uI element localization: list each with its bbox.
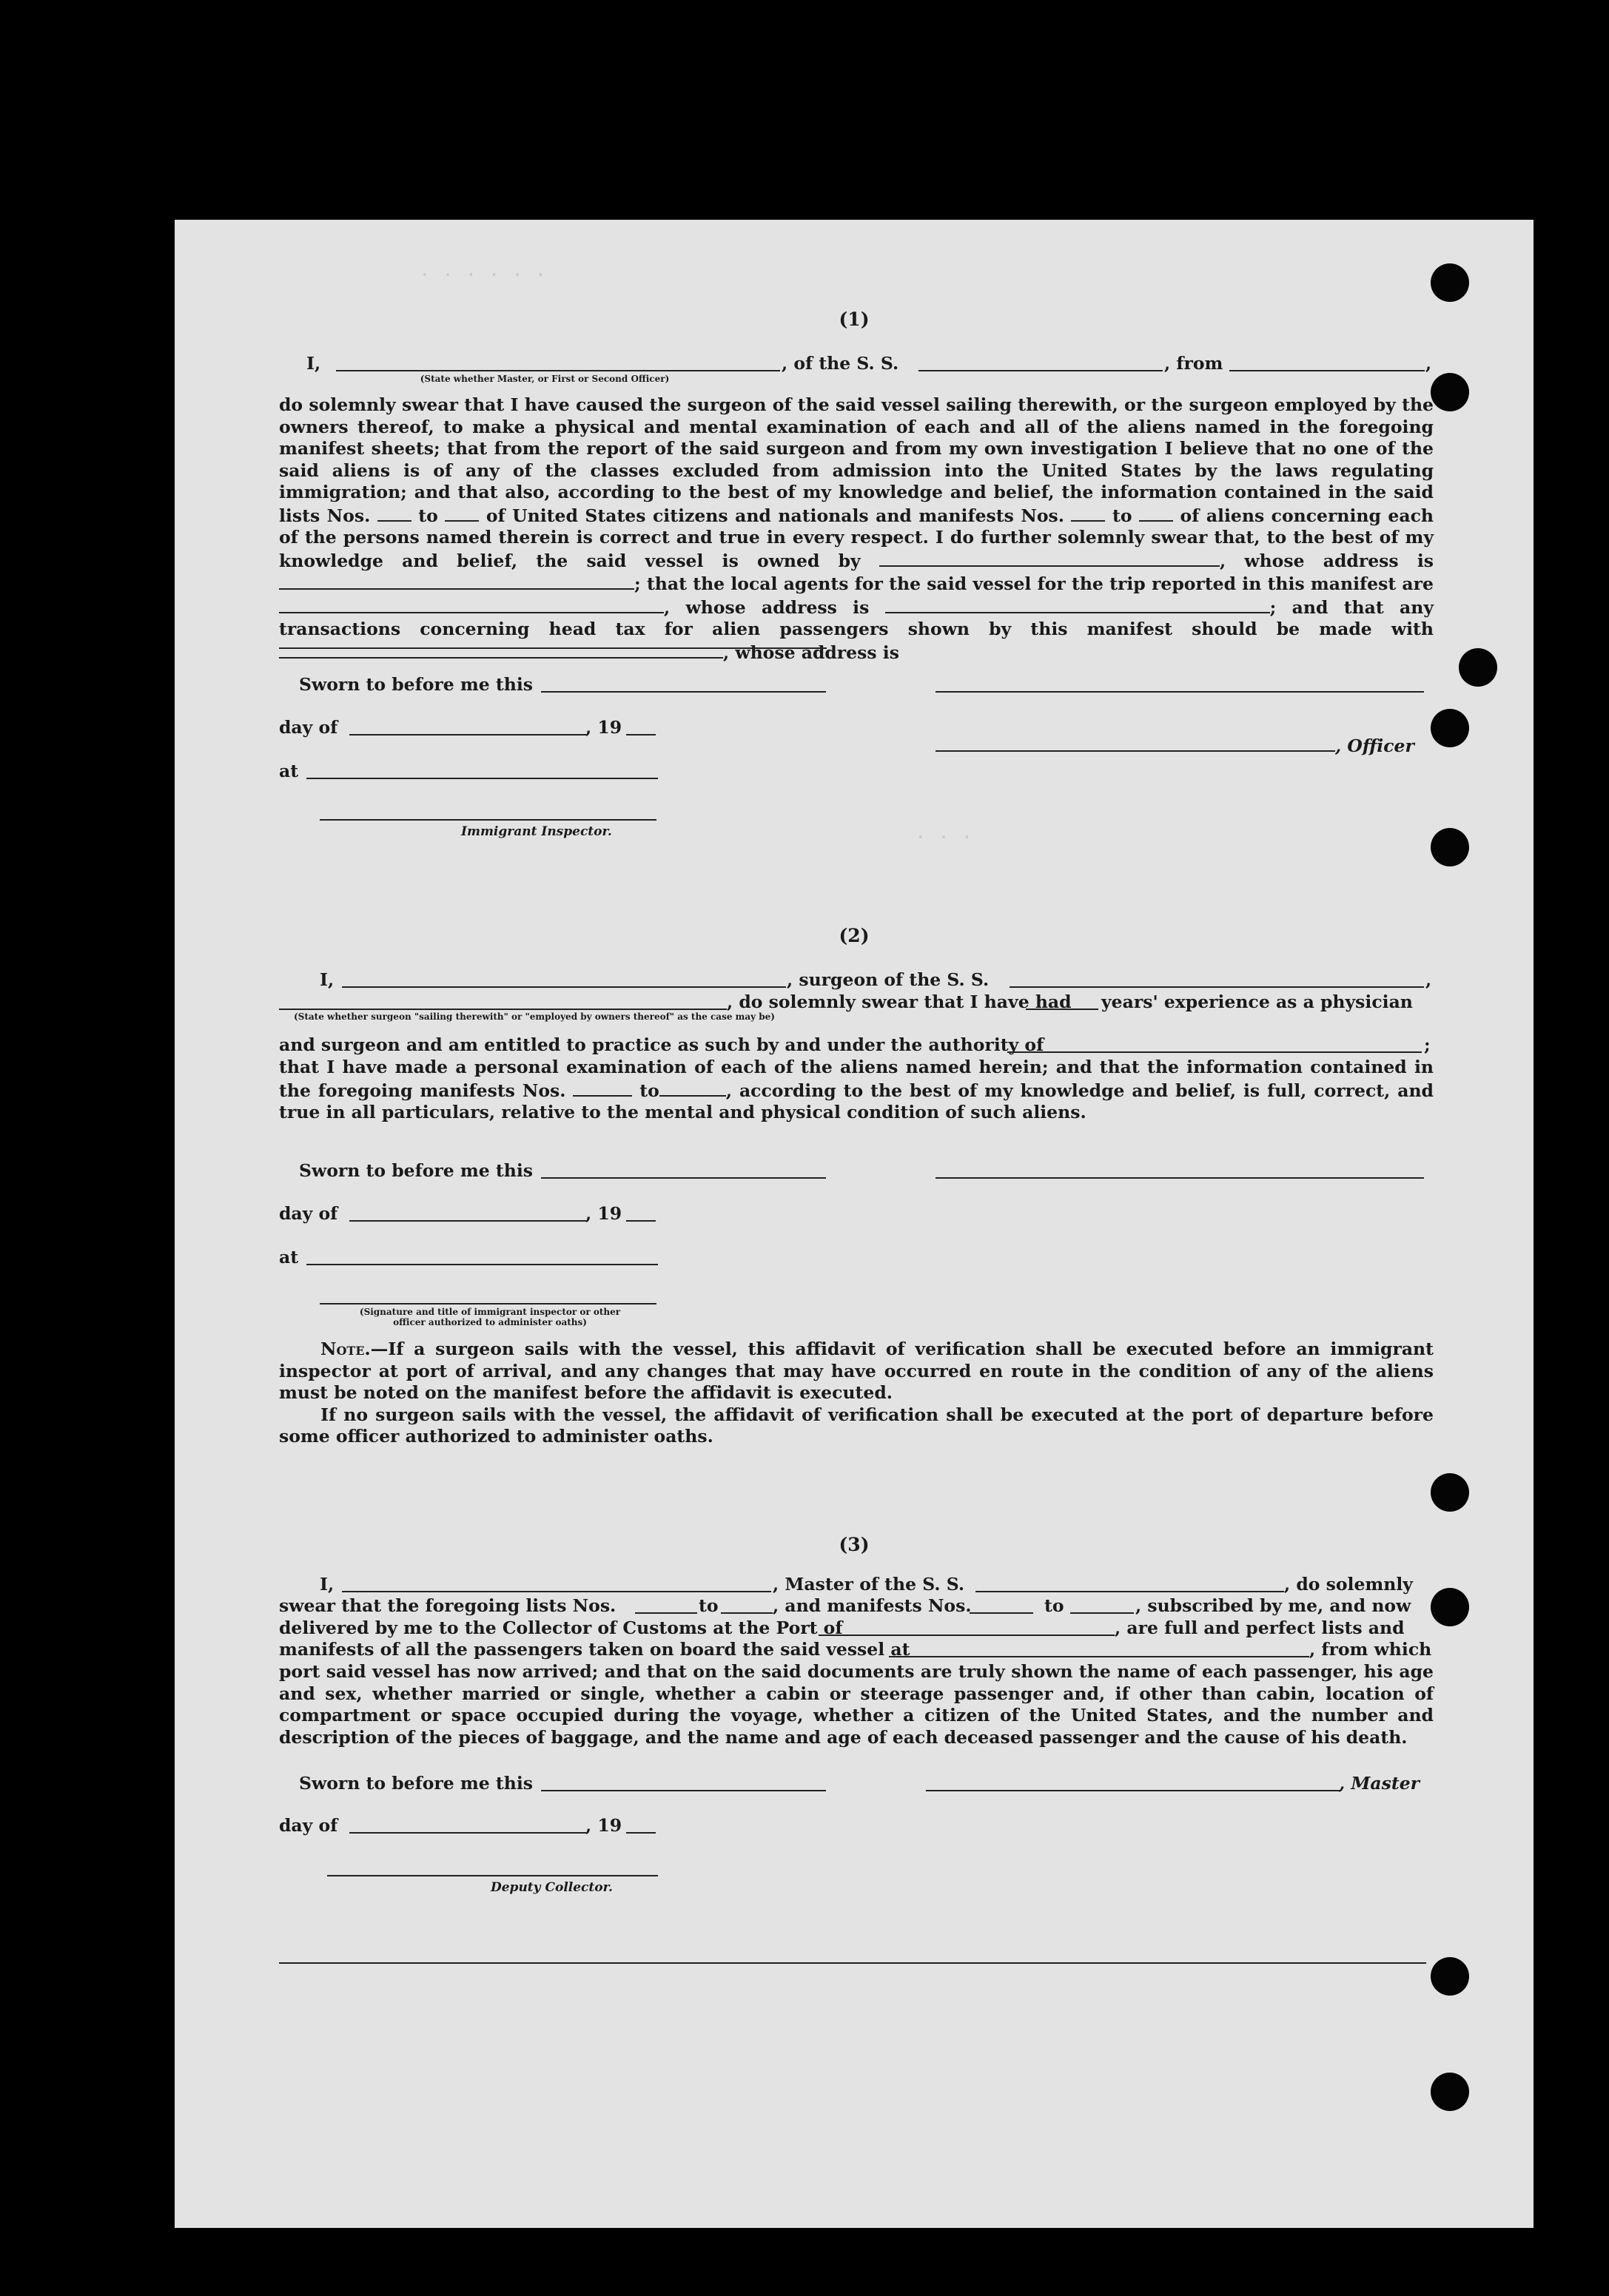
- affidavit-1-at: at: [279, 761, 299, 781]
- surgeon-signature-line[interactable]: [935, 1177, 1424, 1179]
- form-page: [175, 220, 1534, 2228]
- affidavit-3-i: I,: [320, 1574, 335, 1595]
- affidavit-2-solemnly: , do solemnly swear that I have had: [727, 992, 1072, 1012]
- collector-signature-line[interactable]: [327, 1875, 658, 1876]
- owner-address-field[interactable]: [279, 572, 634, 590]
- affidavit-2-number: (2): [839, 925, 870, 946]
- at-field-2[interactable]: [306, 1264, 658, 1265]
- surgeon-manifest-from-field[interactable]: [573, 1079, 632, 1097]
- immigrant-inspector-label: Immigrant Inspector.: [461, 824, 612, 839]
- year-field-2[interactable]: [626, 1220, 656, 1222]
- affidavit-1-year: , 19: [585, 717, 622, 738]
- affidavit-1-body-text: do solemnly swear that I have caused the surgeon of the said vessel sailing therewith, or the surgeon employed by the owners thereof, to make a physical and mental examination of each and all of the aliens named in the foregoing manifest sheets; that from the report of the said surgeon and from my own investigation I believe that no one of the said aliens is of any of the classes excluded from admission into the United States by the laws regulating immigration; and that also, according to the best of my knowledge and belief, the information contained in the said lists Nos.: [279, 394, 1434, 526]
- affidavit-1-whose-address-2: whose address is: [685, 596, 870, 618]
- affidavit-3-swear-lists: swear that the foregoing lists Nos.: [279, 1595, 617, 1616]
- affidavit-2-semicolon: ;: [1424, 1034, 1431, 1055]
- master-name-field-3[interactable]: [342, 1591, 771, 1592]
- years-experience-field[interactable]: [1026, 1009, 1098, 1010]
- affidavit-2-years: years' experience as a physician: [1101, 992, 1413, 1012]
- punch-hole: [1431, 1588, 1469, 1626]
- punch-hole: [1459, 648, 1497, 687]
- manifests-from-field[interactable]: [1071, 504, 1105, 522]
- officer-label: , Officer: [1335, 735, 1414, 756]
- affidavit-2-end: ,: [1425, 969, 1432, 990]
- affidavit-3-subscribed: , subscribed by me, and now: [1135, 1595, 1411, 1616]
- affidavit-3-do-solemnly: , do solemnly: [1284, 1574, 1413, 1595]
- master-name-field[interactable]: [336, 370, 780, 371]
- affidavit-1-to-2: to: [1112, 505, 1132, 526]
- affidavit-1-of-ss: , of the S. S.: [782, 353, 899, 374]
- affidavit-1-local-agents: that the local agents for the said vessel for the trip reported in this manifest are: [646, 573, 1434, 594]
- affidavit-1-to-1: to: [418, 505, 438, 526]
- day-of-field-2[interactable]: [349, 1220, 586, 1222]
- affidavit-1-note: (State whether Master, or First or Second Officer): [420, 374, 670, 384]
- surgeon-manifest-to-field[interactable]: [659, 1079, 726, 1097]
- bleed-through-text: · · · · · ·: [419, 264, 547, 286]
- sworn-date-field-2[interactable]: [541, 1177, 826, 1179]
- affidavit-1-whose-address-3: , whose address is: [723, 642, 899, 663]
- affidavit-2-body-text: that I have made a personal examination of each of the aliens named herein; and that the information contained in the foregoing manifests Nos.: [279, 1057, 1434, 1101]
- affidavit-2-sworn: Sworn to before me this: [299, 1160, 534, 1181]
- affidavit-2-to: to: [639, 1080, 659, 1101]
- lists-from-field[interactable]: [377, 504, 412, 522]
- affidavit-3-number: (3): [839, 1534, 870, 1555]
- affidavit-2-at: at: [279, 1247, 299, 1267]
- vessel-name-field-3[interactable]: [975, 1591, 1284, 1592]
- day-of-field-1[interactable]: [349, 734, 586, 735]
- affidavit-2-body-2: , according to the best of my knowledge and belief, is full, correct, and true in all particulars, relative to the mental and physical condition of such aliens.: [279, 1080, 1434, 1122]
- affidavit-1-semicolon: ;: [634, 573, 641, 594]
- master-label: , Master: [1339, 1773, 1420, 1794]
- year-field-1[interactable]: [626, 734, 656, 735]
- affidavit-1-us-citizens: of United States citizens and nationals and manifests Nos.: [486, 505, 1064, 526]
- punch-hole: [1431, 1957, 1469, 1996]
- surgeon-name-field[interactable]: [342, 986, 786, 988]
- note-text-2: If no surgeon sails with the vessel, the affidavit of verification shall be executed at the port of departure before some officer authorized to administer oaths.: [279, 1404, 1434, 1447]
- punch-hole: [1431, 1473, 1469, 1512]
- inspector-signature-line[interactable]: [320, 819, 656, 821]
- vessel-name-field[interactable]: [918, 370, 1163, 371]
- port-of-arrival-field[interactable]: [819, 1635, 1115, 1636]
- departure-port-field[interactable]: [1229, 370, 1425, 371]
- affidavit-2-signature-note: (Signature and title of immigrant inspector or other officer authorized to administer oaths): [359, 1307, 621, 1327]
- surgeon-status-field[interactable]: [279, 1009, 727, 1010]
- at-field-1[interactable]: [306, 778, 658, 779]
- lists-from-field-3[interactable]: [635, 1612, 697, 1614]
- affidavit-3-year: , 19: [585, 1815, 622, 1836]
- affidavit-3-master-of: , Master of the S. S.: [773, 1574, 965, 1595]
- note-text-1: —If a surgeon sails with the vessel, this affidavit of verification shall be executed before an immigrant inspector at port of arrival, and any changes that may have occurred en route in the condition of any of the aliens must be noted on the manifest before the affidavit is executed.: [279, 1339, 1434, 1403]
- lists-to-field[interactable]: [445, 504, 479, 522]
- master-signature-line[interactable]: [926, 1790, 1340, 1791]
- affidavit-1-sworn: Sworn to before me this: [299, 674, 534, 695]
- affidavit-3-to-1: to: [699, 1595, 719, 1616]
- day-of-field-3[interactable]: [349, 1832, 586, 1834]
- affidavit-3-manifests-all: manifests of all the passengers taken on board the said vessel at: [279, 1639, 910, 1660]
- punch-hole: [1431, 709, 1469, 747]
- head-tax-field[interactable]: [279, 641, 723, 659]
- affidavit-1-head-tax: ; and that any transactions concerning head tax for alien passengers shown by this manifest should be made with: [279, 596, 1434, 639]
- head-tax-address-field[interactable]: [279, 647, 827, 649]
- year-field-3[interactable]: [626, 1832, 656, 1834]
- affidavit-2-year: , 19: [585, 1203, 622, 1224]
- bleed-through-text: · · ·: [915, 827, 973, 849]
- affidavit-1-from: , from: [1164, 353, 1223, 374]
- sworn-date-field-1[interactable]: [541, 691, 826, 693]
- punch-hole: [1431, 373, 1469, 411]
- manifests-to-field-3[interactable]: [1070, 1612, 1134, 1614]
- agents-address-field[interactable]: [885, 596, 1270, 613]
- owner-field[interactable]: [879, 549, 1220, 567]
- affidavit-2-i: I,: [320, 969, 335, 990]
- port-of-embarkation-field[interactable]: [889, 1656, 1309, 1657]
- affidavit-1-end: ,: [1425, 353, 1432, 374]
- affidavit-1-comma: ,: [664, 596, 671, 618]
- affidavit-3-day-of: day of: [279, 1815, 338, 1836]
- note-paragraph-1: [279, 1339, 1434, 1404]
- punch-hole: [1431, 828, 1469, 866]
- affidavit-1-day-of: day of: [279, 717, 338, 738]
- affidavit-2-authority: and surgeon and am entitled to practice as such by and under the authority of: [279, 1034, 1044, 1055]
- bottom-rule: [279, 1962, 1426, 1964]
- punch-hole: [1431, 2073, 1469, 2111]
- sworn-date-field-3[interactable]: [541, 1790, 826, 1791]
- affidavit-2-body: [279, 1057, 1434, 1124]
- affidavit-2-note: (State whether surgeon "sailing therewith" or "employed by owners thereof" as the case may be): [294, 1011, 775, 1022]
- surgeon-vessel-field[interactable]: [1010, 986, 1424, 988]
- affidavit-3-full-perfect: , are full and perfect lists and: [1115, 1617, 1405, 1638]
- oath-officer-signature-line[interactable]: [320, 1303, 656, 1304]
- affidavit-1-aliens: of aliens concerning each of the persons named therein is correct and true in every respect. I do further solemnly swear that, to the best of my knowledge and belief, the said vessel is owned by: [279, 505, 1434, 571]
- affidavit-1-i: I,: [306, 353, 321, 374]
- affidavit-2-surgeon-of: , surgeon of the S. S.: [787, 969, 990, 990]
- note-label: Note.: [320, 1339, 371, 1359]
- affidavit-3-from-which: , from which: [1309, 1639, 1432, 1660]
- deputy-collector-label: Deputy Collector.: [491, 1880, 613, 1895]
- affidavit-1-number: (1): [839, 309, 870, 330]
- authority-field[interactable]: [1007, 1051, 1422, 1053]
- punch-hole: [1431, 263, 1469, 302]
- affidavit-3-body: port said vessel has now arrived; and that on the said documents are truly shown the name of each passenger, his age and sex, whether married or single, whether a cabin or steerage passenger and, if other than cabin, location of compartment or space occupied during the voyage, whether a citizen of the United States, and the number and description of the pieces of baggage, and the name and age of each deceased passenger and the cause of his death.: [279, 1661, 1434, 1748]
- affidavit-3-and-manifests: , and manifests Nos.: [773, 1595, 972, 1616]
- lists-to-field-3[interactable]: [721, 1612, 773, 1614]
- affidavit-2-day-of: day of: [279, 1203, 338, 1224]
- manifests-from-field-3[interactable]: [970, 1612, 1033, 1614]
- manifests-to-field[interactable]: [1139, 504, 1173, 522]
- affidavit-1-body: [279, 394, 1434, 664]
- officer-signature-line-1[interactable]: [935, 691, 1424, 693]
- affidavit-3-to-2: to: [1044, 1595, 1064, 1616]
- local-agents-field[interactable]: [279, 596, 664, 613]
- affidavit-3-delivered: delivered by me to the Collector of Customs at the Port of: [279, 1617, 843, 1638]
- affidavit-1-whose-address: , whose address is: [1219, 550, 1434, 571]
- affidavit-3-sworn: Sworn to before me this: [299, 1773, 534, 1794]
- note-block: [279, 1339, 1434, 1448]
- officer-signature-line-2[interactable]: [935, 750, 1335, 752]
